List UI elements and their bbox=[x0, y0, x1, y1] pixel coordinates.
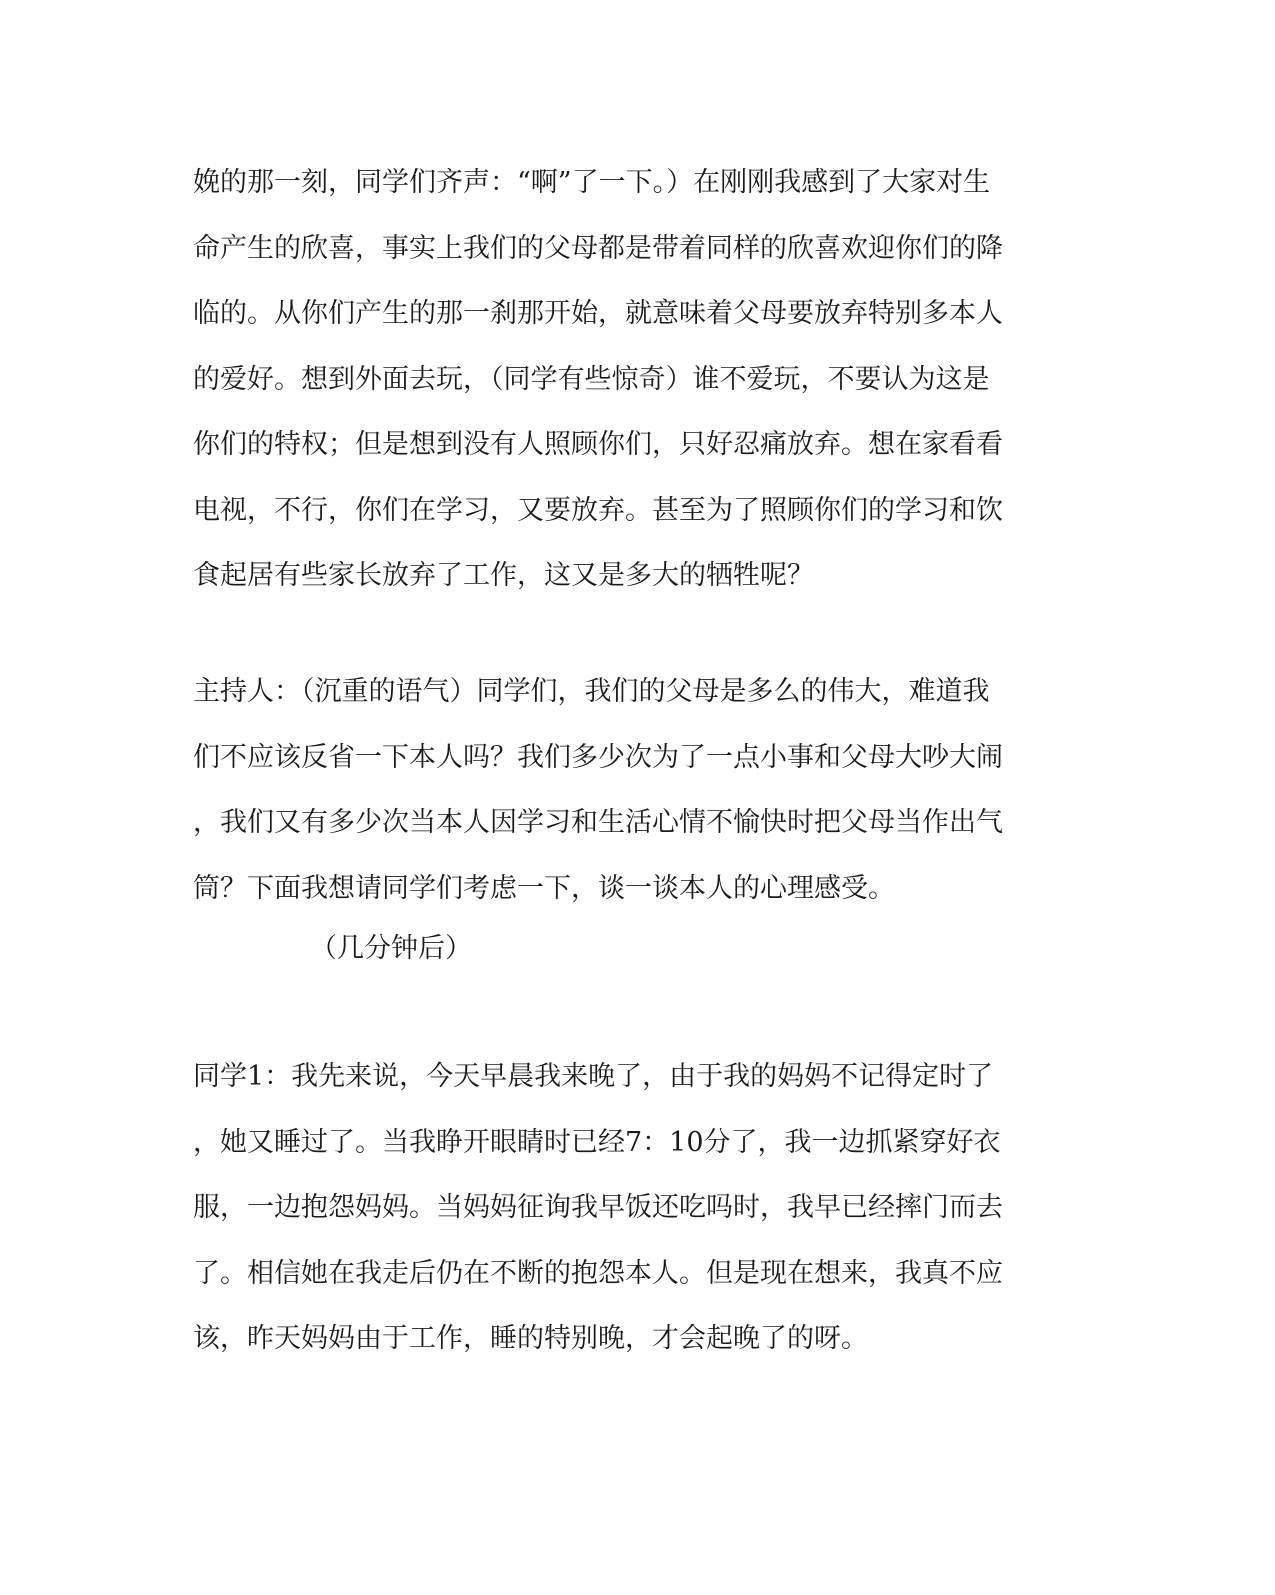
paragraph-host-speech bbox=[193, 659, 1073, 921]
text-line: 你们的特权；但是想到没有人照顾你们，只好忍痛放弃。想在家看看 bbox=[193, 429, 1003, 460]
stage-direction-note bbox=[310, 916, 710, 982]
text-line: 主持人：（沉重的语气）同学们，我们的父母是多么的伟大，难道我 bbox=[193, 676, 990, 707]
paragraph-student-1 bbox=[193, 1044, 1073, 1372]
text-line: 同学1：我先来说，今天早晨我来晚了，由于我的妈妈不记得定时了 bbox=[193, 1061, 994, 1092]
text-line: 临的。从你们产生的那一刹那开始，就意味着父母要放弃特别多本人 bbox=[193, 298, 1003, 329]
text-line: 们不应该反省一下本人吗？我们多少次为了一点小事和父母大吵大闹 bbox=[193, 741, 1003, 773]
text-line: 了。相信她在我走后仍在不断的抱怨本人。但是现在想来，我真不应 bbox=[193, 1257, 1003, 1289]
text-line: ，我们又有多少次当本人因学习和生活心情不愉快时把父母当作出气 bbox=[193, 807, 1003, 838]
text-line: 该，昨天妈妈由于工作，睡的特别晚，才会起晚了的呀。 bbox=[193, 1323, 868, 1354]
text-line: 电视，不行，你们在学习，又要放弃。甚至为了照顾你们的学习和饮 bbox=[193, 494, 1003, 526]
text-line: 娩的那一刻，同学们齐声：“啊”了一下。）在刚刚我感到了大家对生 bbox=[193, 167, 991, 198]
paragraph-parent-sacrifice bbox=[193, 150, 1073, 609]
text-line: 食起居有些家长放弃了工作，这又是多大的牺牲呢？ bbox=[193, 560, 814, 591]
text-line: 服，一边抱怨妈妈。当妈妈征询我早饭还吃吗时，我早已经摔门而去 bbox=[193, 1192, 1003, 1223]
text-line: ，她又睡过了。当我睁开眼睛时已经7：10分了，我一边抓紧穿好衣 bbox=[193, 1126, 1001, 1158]
text-line: 命产生的欣喜，事实上我们的父母都是带着同样的欣喜欢迎你们的降 bbox=[193, 232, 1003, 264]
text-line: （几分钟后） bbox=[310, 933, 472, 964]
text-line: 筒？下面我想请同学们考虑一下，谈一谈本人的心理感受。 bbox=[193, 872, 895, 904]
text-line: 的爱好。想到外面去玩，（同学有些惊奇）谁不爱玩，不要认为这是 bbox=[193, 363, 990, 395]
